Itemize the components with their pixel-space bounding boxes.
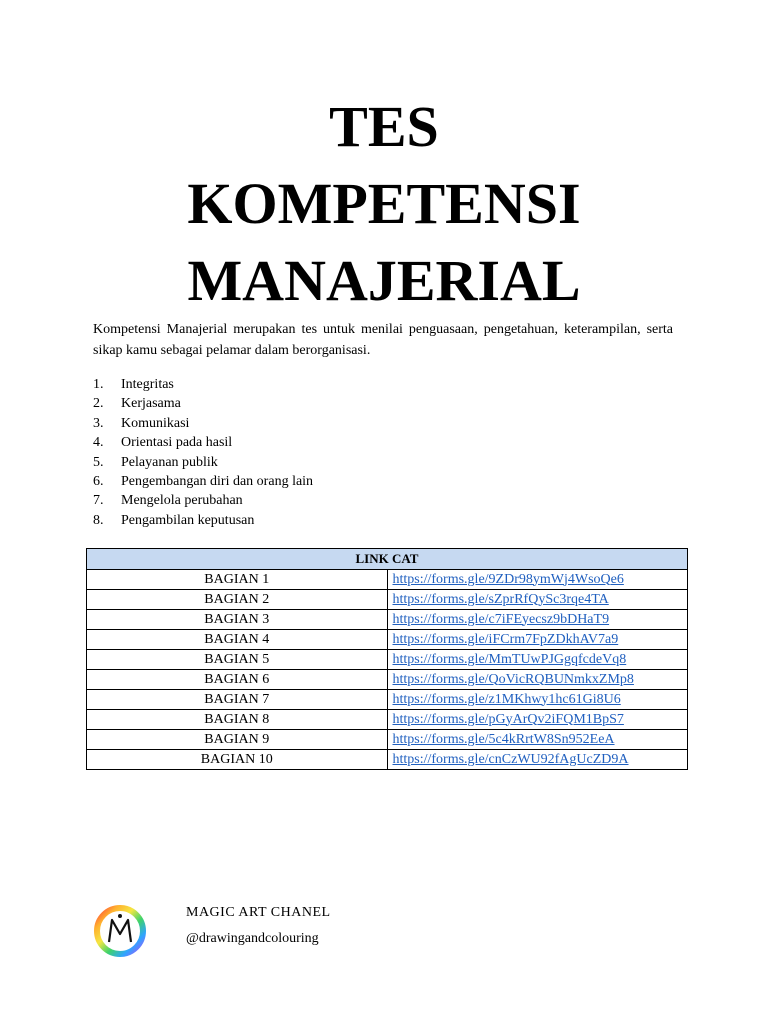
table-row bbox=[87, 590, 688, 610]
list-label: Kerjasama bbox=[121, 396, 181, 412]
form-link[interactable]: https://forms.gle/pGyArQv2iFQM1BpS7 bbox=[392, 711, 624, 727]
table-row bbox=[87, 630, 688, 650]
form-link[interactable]: https://forms.gle/cnCzWU92fAgUcZD9A bbox=[392, 751, 629, 767]
form-link[interactable]: https://forms.gle/MmTUwPJGgqfcdeVq8 bbox=[392, 651, 627, 667]
list-item bbox=[93, 491, 313, 510]
title-line: KOMPETENSI bbox=[187, 171, 581, 236]
form-link[interactable]: https://forms.gle/iFCrm7FpZDkhAV7a9 bbox=[392, 631, 619, 647]
table-row bbox=[87, 710, 688, 730]
form-link[interactable]: https://forms.gle/sZprRfQySc3rqe4TA bbox=[392, 591, 609, 607]
list-number: 3. bbox=[93, 415, 104, 431]
form-link[interactable]: https://forms.gle/9ZDr98ymWj4WsoQe6 bbox=[392, 571, 624, 587]
list-item bbox=[93, 433, 313, 452]
link-table bbox=[86, 548, 688, 770]
competency-list bbox=[93, 375, 313, 530]
table-header-row bbox=[87, 549, 688, 570]
footer-handle: @drawingandcolouring bbox=[186, 931, 319, 946]
table-row bbox=[87, 730, 688, 750]
table-row bbox=[87, 690, 688, 710]
list-label: Pengembangan diri dan orang lain bbox=[121, 474, 314, 490]
table-row bbox=[87, 670, 688, 690]
table-row bbox=[87, 610, 688, 630]
table-row bbox=[87, 570, 688, 590]
section-label: BAGIAN 5 bbox=[87, 650, 388, 670]
list-item bbox=[93, 414, 313, 433]
list-item bbox=[93, 375, 313, 394]
section-label: BAGIAN 2 bbox=[87, 590, 388, 610]
section-label: BAGIAN 9 bbox=[87, 730, 388, 750]
section-label: BAGIAN 3 bbox=[87, 610, 388, 630]
form-link[interactable]: https://forms.gle/z1MKhwy1hc61Gi8U6 bbox=[392, 691, 621, 707]
list-number: 8. bbox=[93, 512, 104, 528]
list-number: 5. bbox=[93, 454, 104, 470]
page-title bbox=[0, 88, 768, 319]
rainbow-ring-logo-icon bbox=[93, 904, 147, 958]
list-label: Komunikasi bbox=[121, 415, 190, 431]
section-label: BAGIAN 10 bbox=[87, 750, 388, 770]
list-item bbox=[93, 511, 313, 530]
list-number: 2. bbox=[93, 396, 104, 412]
form-link[interactable]: https://forms.gle/QoVicRQBUNmkxZMp8 bbox=[392, 671, 634, 687]
form-link[interactable]: https://forms.gle/5c4kRrtW8Sn952EeA bbox=[392, 731, 615, 747]
title-line: MANAJERIAL bbox=[187, 248, 581, 313]
table-row bbox=[87, 750, 688, 770]
list-item bbox=[93, 472, 313, 491]
form-link[interactable]: https://forms.gle/c7iFEyecsz9bDHaT9 bbox=[392, 611, 610, 627]
section-label: BAGIAN 4 bbox=[87, 630, 388, 650]
list-number: 7. bbox=[93, 493, 104, 509]
list-label: Integritas bbox=[121, 377, 174, 392]
list-item bbox=[93, 453, 313, 472]
intro-paragraph: Kompetensi Manajerial merupakan tes untuk menilai penguasaan, pengetahuan, keterampilan, serta sikap kamu sebagai pelamar dalam berorganisasi. bbox=[93, 322, 673, 358]
list-number: 6. bbox=[93, 474, 104, 490]
section-label: BAGIAN 7 bbox=[87, 690, 388, 710]
list-label: Pengambilan keputusan bbox=[121, 512, 255, 528]
list-number: 1. bbox=[93, 377, 104, 392]
title-line: TES bbox=[329, 94, 439, 159]
section-label: BAGIAN 1 bbox=[87, 570, 388, 590]
list-label: Pelayanan publik bbox=[121, 454, 218, 470]
list-label: Mengelola perubahan bbox=[121, 493, 243, 509]
section-label: BAGIAN 8 bbox=[87, 710, 388, 730]
section-label: BAGIAN 6 bbox=[87, 670, 388, 690]
table-header: LINK CAT bbox=[87, 549, 688, 570]
list-label: Orientasi pada hasil bbox=[121, 435, 233, 451]
footer-channel-name: MAGIC ART CHANEL bbox=[186, 905, 331, 920]
table-row bbox=[87, 650, 688, 670]
list-number: 4. bbox=[93, 435, 104, 451]
list-item bbox=[93, 394, 313, 413]
